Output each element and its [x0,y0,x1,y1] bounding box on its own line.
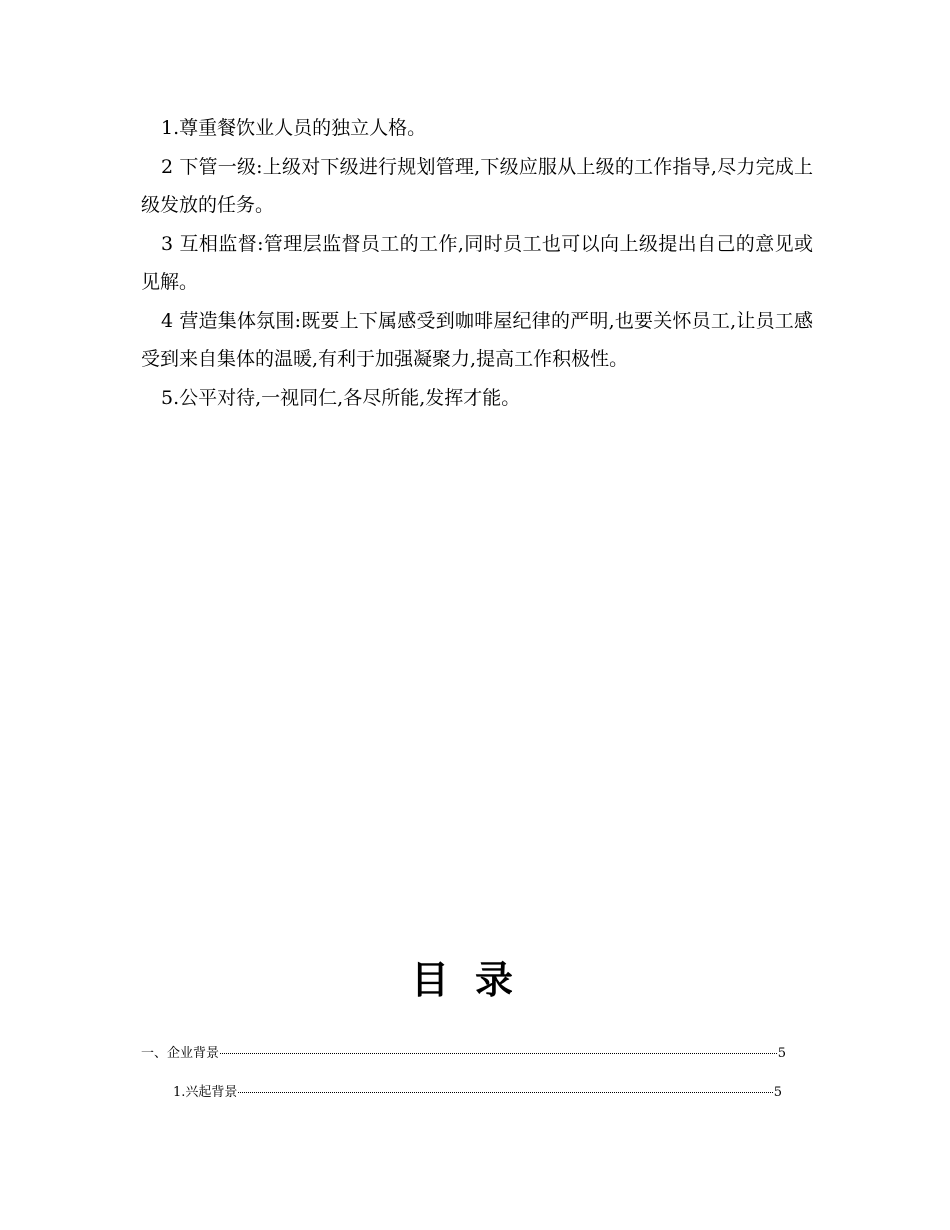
toc-entry[interactable] [141,1044,786,1064]
paragraph-4: 4 营造集体氛围:既要上下属感受到咖啡屋纪律的严明,也要关怀员工,让员工感受到来自集体的温暖,有利于加强凝聚力,提高工作积极性。 [141,309,813,370]
toc-leader-dots [238,1091,772,1093]
toc-entry-label: 1.兴起背景 [173,1085,238,1100]
toc-entry[interactable] [173,1083,782,1103]
body-text [141,109,813,417]
paragraph-5: 5.公平对待,一视同仁,各尽所能,发挥才能。 [161,386,521,409]
toc-entry-label: 一、企业背景 [141,1046,220,1061]
toc-entry-page: 5 [773,1085,782,1100]
toc-title: 目录 [410,957,539,1002]
paragraph-2: 2 下管一级:上级对下级进行规划管理,下级应服从上级的工作指导,尽力完成上级发放的任务。 [141,155,813,216]
paragraph-3: 3 互相监督:管理层监督员工的工作,同时员工也可以向上级提出自己的意见或见解。 [141,232,813,293]
toc-leader-dots [220,1052,777,1054]
toc-entry-page: 5 [777,1046,786,1061]
paragraph-1: 1.尊重餐饮业人员的独立人格。 [161,117,427,139]
